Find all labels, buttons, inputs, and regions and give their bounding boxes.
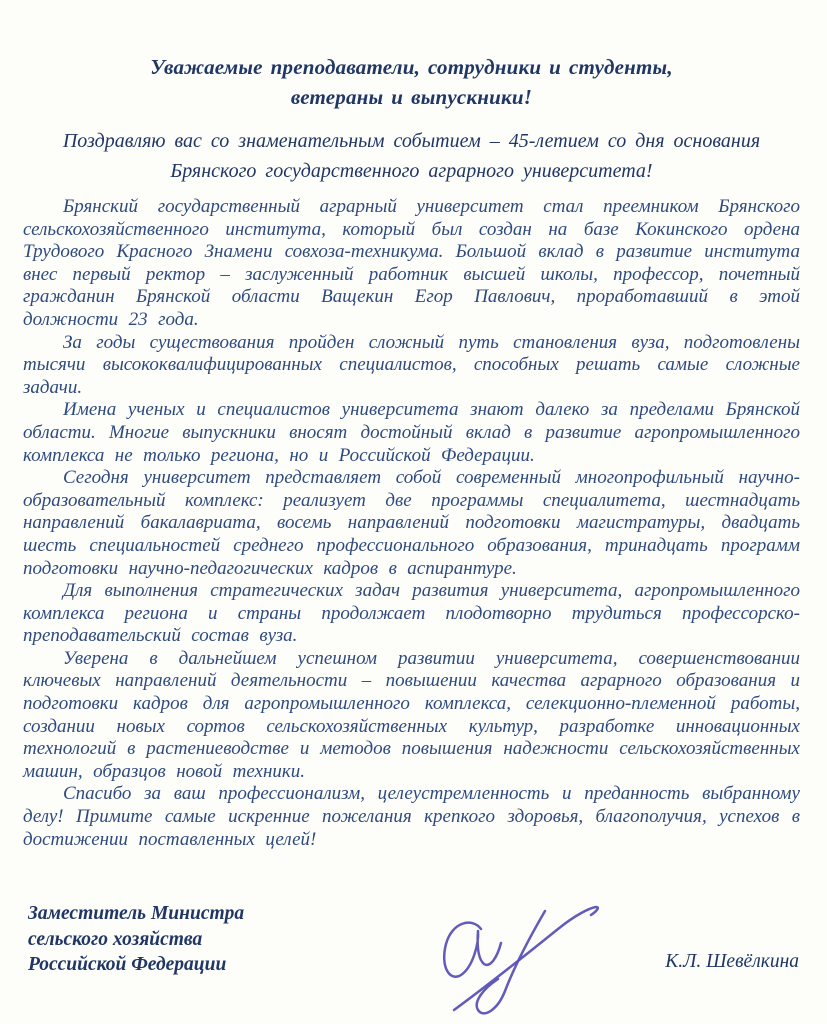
signer-title-line-3: Российской Федерации — [28, 954, 227, 975]
letter-body — [23, 196, 800, 851]
signer-name: К.Л. Шевёлкина — [665, 951, 799, 972]
signer-title-line-1: Заместитель Министра — [28, 903, 245, 924]
paragraph-programs: Сегодня университет представляет собой современный многопрофильный научно-образовательный комплекс: реализует две программы специалитета, шестнадцать направлений бакалавриата, восемь направлений подготовки магистратуры, двадцать шесть специальностей среднего профессионального образования, тринадцать программ подготовки научно-педагогических кадров в аспирантуре. — [23, 467, 800, 579]
paragraph-thanks: Спасибо за ваш профессионализм, целеустремленность и преданность выбранному делу! Примите самые искренние пожелания крепкого здоровья, благополучия, успехов в достижении поставленных целей! — [23, 783, 800, 850]
letter-heading — [23, 52, 800, 112]
signature-icon — [398, 868, 638, 1022]
signer-title — [28, 901, 244, 978]
paragraph-achievements: За годы существования пройден сложный путь становления вуза, подготовлены тысячи высококвалифицированных специалистов, способных решать самые сложные задачи. — [23, 331, 800, 398]
signer-title-line-2: сельского хозяйства — [28, 928, 203, 950]
congratulation-lead: Поздравляю вас со знаменательным событием – 45-летием со дня основания Брянского государственного аграрного университета! — [62, 130, 761, 182]
paragraph-future: Уверена в дальнейшем успешном развитии университета, совершенствовании ключевых направлений деятельности – повышении качества аграрного образования и подготовки кадров для агропромышленного комплекса, селекционно-племенной работы, создании новых сортов сельскохозяйственных культур, разработке инновационных технологий в растениеводстве и методов повышения надежности сельскохозяйственных машин, образцов новой техники. — [23, 647, 800, 782]
paragraph-graduates: Имена ученых и специалистов университета знают далеко за пределами Брянской области. Многие выпускники вносят достойный вклад в развитие агропромышленного комплекса не только региона, но и Российской Федерации. — [23, 399, 800, 466]
paragraph-staff: Для выполнения стратегических задач развития университета, агропромышленного комплекса региона и страны продолжает плодотворно трудиться профессорско-преподавательский состав вуза. — [23, 580, 800, 647]
paragraph-history: Брянский государственный аграрный университет стал преемником Брянского сельскохозяйственного института, который был создан на базе Кокинского ордена Трудового Красного Знамени совхоза-техникума. Большой вклад в развитие института внес первый ректор – заслуженный работник высшей школы, профессор, почетный гражданин Брянской области Ващекин Егор Павлович, проработавший в этой должности 23 года. — [23, 196, 800, 330]
heading-line-2: ветераны и выпускники! — [290, 85, 533, 109]
heading-line-1: Уважаемые преподаватели, сотрудники и студенты, — [150, 55, 673, 79]
